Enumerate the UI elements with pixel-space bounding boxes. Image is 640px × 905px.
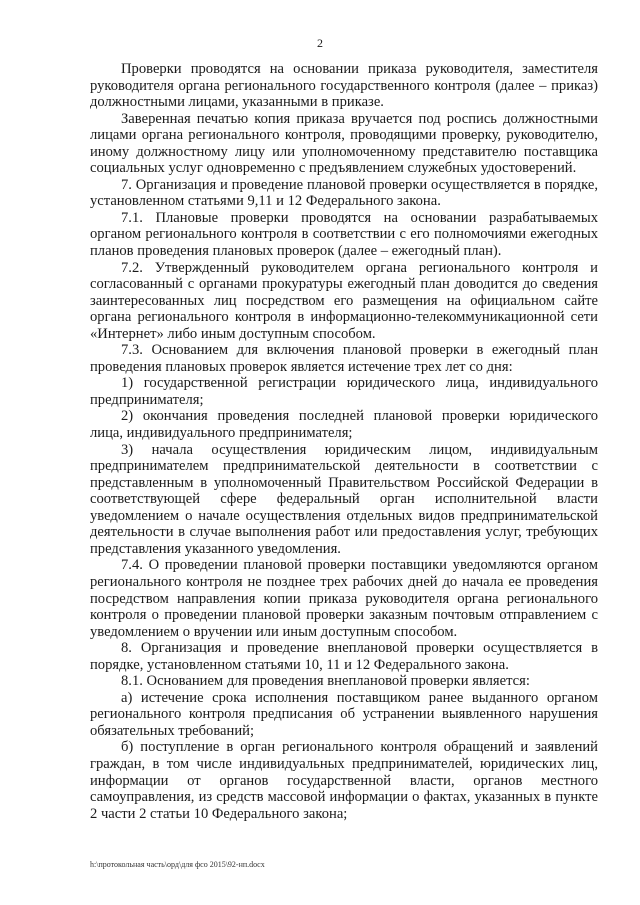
paragraph: 7.2. Утвержденный руководителем органа регионального контроля и согласованный с органами прокуратуры ежегодный план доводится до сведения заинтересованных лиц посредством его размещения на официальном сайте органа регионального контроля в информационно-телекоммуникационной сети «Интернет» либо иным доступным способом. <box>90 259 598 342</box>
paragraph: а) истечение срока исполнения поставщиком ранее выданного органом регионального контроля предписания об устранении выявленного нарушения обязательных требований; <box>90 689 598 739</box>
paragraph: 7.3. Основанием для включения плановой проверки в ежегодный план проведения плановых проверок является истечение трех лет со дня: <box>90 342 598 375</box>
paragraph: 8.1. Основанием для проведения внеплановой проверки является: <box>121 673 530 690</box>
paragraph: 7. Организация и проведение плановой проверки осуществляется в порядке, установленном статьями 9,11 и 12 Федерального закона. <box>90 176 598 210</box>
paragraph: 1) государственной регистрации юридического лица, индивидуального предпринимателя; <box>90 375 598 408</box>
paragraph: б) поступление в орган регионального контроля обращений и заявлений граждан, в том числе индивидуальных предпринимателей, юридических лиц, информации от органов государственной власти, органов местного самоуправления, из средств массовой информации о фактах, указанных в пункте 2 части 2 статьи 10 Федерального закона; <box>90 739 598 822</box>
paragraph: 7.4. О проведении плановой проверки поставщики уведомляются органом регионального контроля не позднее трех рабочих дней до начала ее проведения посредством направления копии приказа руководителя органа регионального контроля о проведении плановой проверки заказным почтовым отправлением с уведомлением о вручении или иным доступным способом. <box>90 557 598 640</box>
paragraph: Заверенная печатью копия приказа вручается под роспись должностными лицами органа регионального контроля, проводящими проверку, руководителю, иному должностному лицу или уполномоченному представителю поставщика социальных услуг одновременно с предъявлением служебных удостоверений. <box>90 110 598 177</box>
paragraph: 8. Организация и проведение внеплановой проверки осуществляется в порядке, установленном статьями 10, 11 и 12 Федерального закона. <box>90 640 598 673</box>
paragraph: Проверки проводятся на основании приказа руководителя, заместителя руководителя органа регионального государственного контроля (далее – приказ) должностными лицами, указанными в приказе. <box>90 61 598 111</box>
paragraph: 2) окончания проведения последней плановой проверки юридического лица, индивидуального предпринимателя; <box>90 408 598 442</box>
page-number: 2 <box>317 36 323 50</box>
document-body <box>90 61 598 822</box>
footer-file-path: h:\протокольная часть\орд\для фсо 2015\92-нп.docx <box>90 860 265 869</box>
paragraph: 7.1. Плановые проверки проводятся на основании разрабатываемых органом регионального контроля в соответствии с его полномочиями ежегодных планов проведения плановых проверок (далее – ежегодный план). <box>90 209 598 260</box>
paragraph: 3) начала осуществления юридическим лицом, индивидуальным предпринимателем предпринимательской деятельности в соответствии с представленным в уполномоченный Правительством Российской Федерации в соответствующей сфере федеральный орган исполнительной власти уведомлением о начале осуществления отдельных видов предпринимательской деятельности в случае выполнения работ или предоставления услуг, требующих представления указанного уведомления. <box>90 441 598 557</box>
